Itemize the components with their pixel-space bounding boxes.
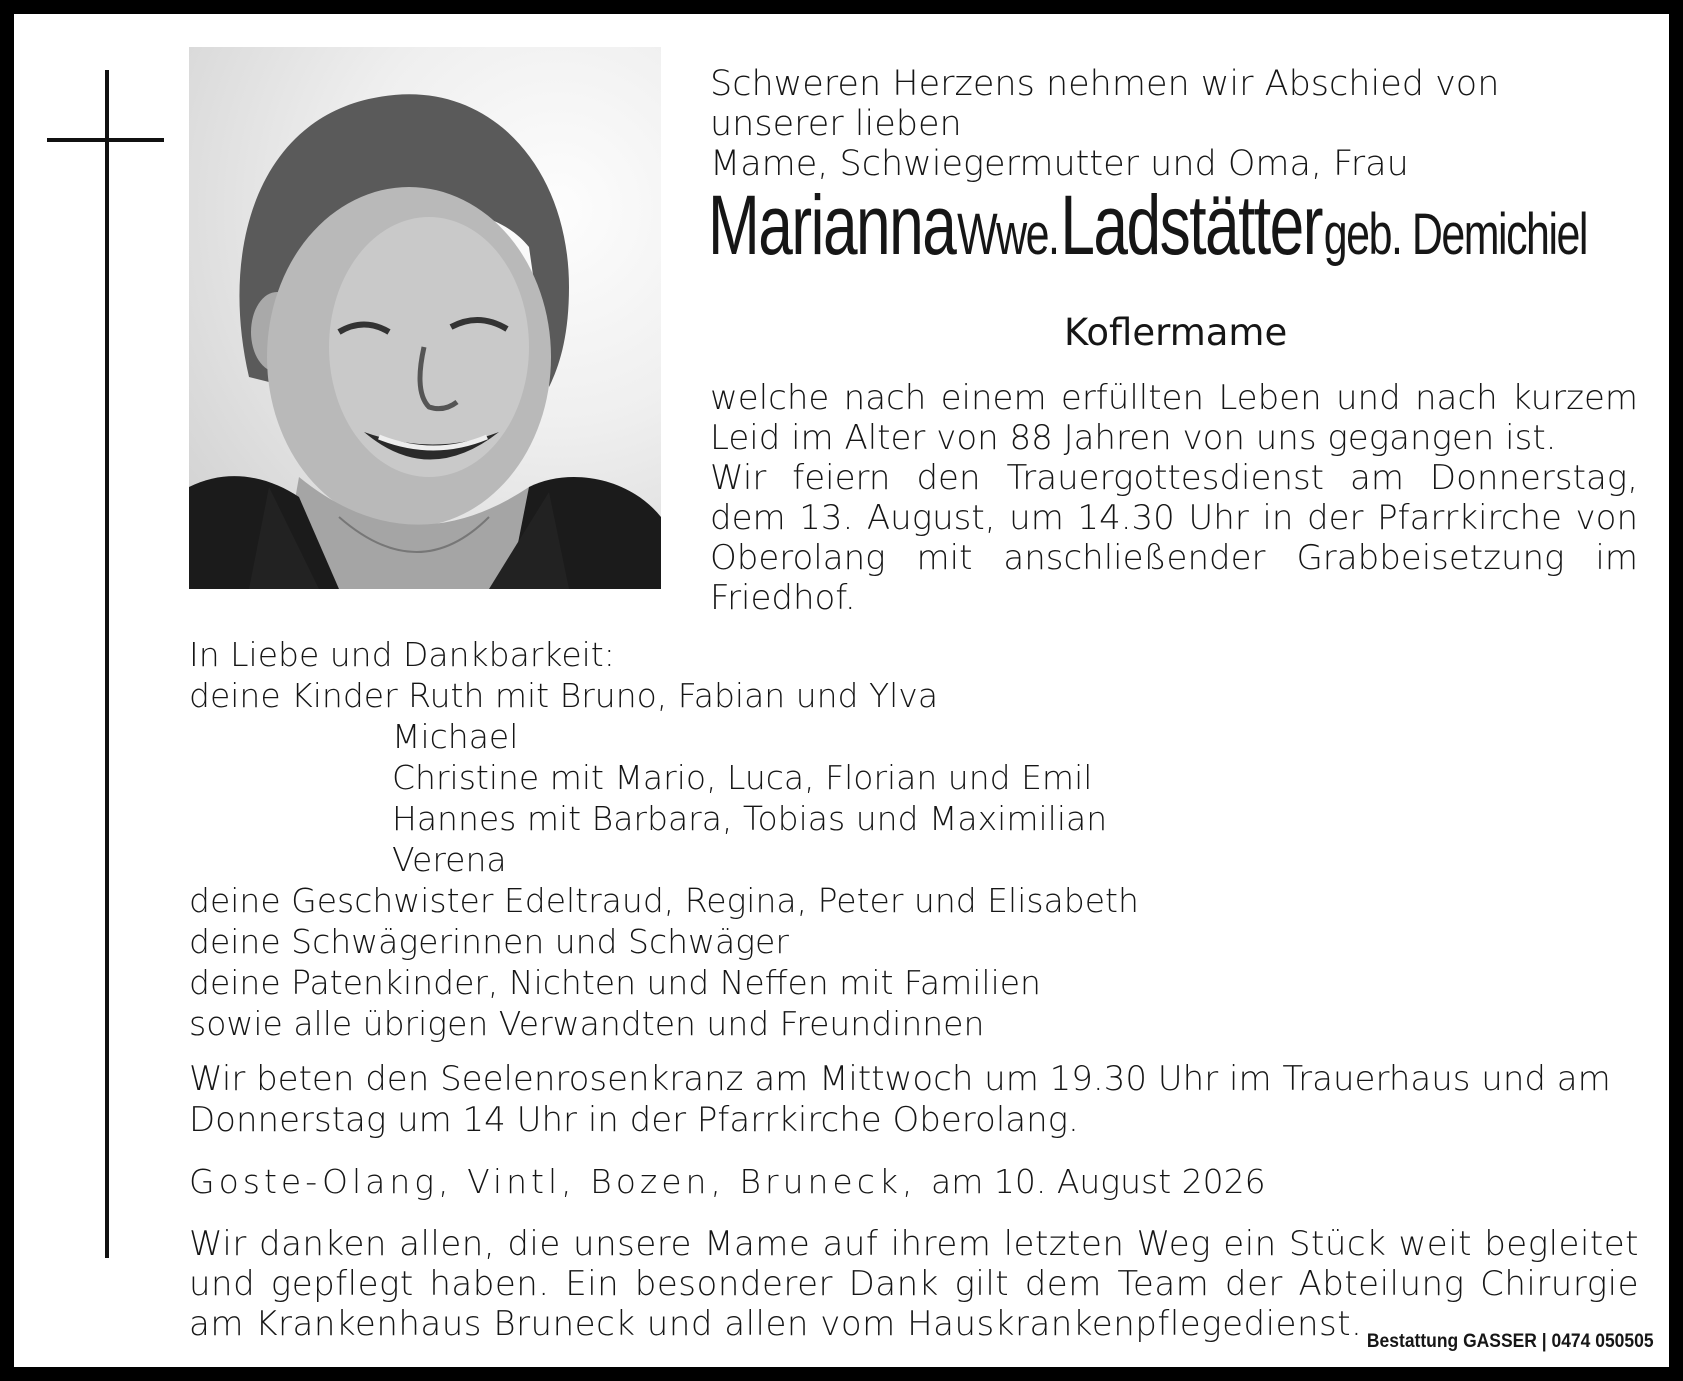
rosary-notice: Wir beten den Seelenrosenkranz am Mittwoch um 19.30 Uhr im Trauerhaus und am Donnerstag um 14 Uhr in der Pfarrkirche Oberolang. xyxy=(189,1059,1611,1140)
mourners-heading: In Liebe und Dankbarkeit: xyxy=(189,635,615,674)
children-intro: deine Kinder Ruth mit Bruno, Fabian und Ylva xyxy=(189,676,939,715)
child-entry: Michael xyxy=(392,717,519,756)
maiden-name: geb. Demichiel xyxy=(1323,202,1587,267)
child-entry: Christine mit Mario, Luca, Florian und Emil xyxy=(392,758,1093,797)
cross-symbol xyxy=(105,70,109,1258)
announcement-paragraph-2: Wir feiern den Trauergottesdienst am Donnerstag, dem 13. August, um 14.30 Uhr in der Pfarrkirche von Oberolang mit anschließender Grabbeisetzung im Friedhof. xyxy=(710,458,1638,618)
intro-line-2: Mame, Schwiegermutter und Oma, Frau xyxy=(710,144,1409,184)
relatives-entry: deine Patenkinder, Nichten und Neffen mit Familien xyxy=(189,963,1041,1002)
first-name: Marianna xyxy=(708,178,956,272)
announcement-text xyxy=(710,378,1638,618)
funeral-home-footer: Bestattung GASSER | 0474 050505 xyxy=(1367,1331,1654,1352)
widow-abbrev: Wwe. xyxy=(957,202,1059,267)
portrait-photo xyxy=(189,47,661,589)
nickname: Koflermame xyxy=(1064,311,1288,354)
child-entry: Hannes mit Barbara, Tobias und Maximilian xyxy=(392,799,1108,838)
intro-line-1: Schweren Herzens nehmen wir Abschied von unserer lieben xyxy=(710,64,1500,144)
announcement-paragraph-1: welche nach einem erfüllten Leben und nach kurzem Leid im Alter von 88 Jahren von uns gegangen ist. xyxy=(710,378,1638,458)
cross-symbol-bar xyxy=(47,138,164,142)
relatives-entry: sowie alle übrigen Verwandten und Freundinnen xyxy=(189,1004,985,1043)
mourners-list xyxy=(189,634,1139,1044)
intro-text xyxy=(710,64,1640,184)
deceased-name xyxy=(708,178,1587,295)
towns: Goste-Olang, Vintl, Bozen, Bruneck, xyxy=(189,1162,917,1201)
child-entry: Verena xyxy=(392,840,507,879)
relatives-entry: deine Schwägerinnen und Schwäger xyxy=(189,922,789,961)
surname: Ladstätter xyxy=(1060,178,1322,272)
obituary-card xyxy=(14,14,1669,1367)
relatives-entry: deine Geschwister Edeltraud, Regina, Peter und Elisabeth xyxy=(189,881,1139,920)
thanks-text: Wir danken allen, die unsere Mame auf ihrem letzten Weg ein Stück weit begleitet und gepflegt haben. Ein besonderer Dank gilt dem Team der Abteilung Chirurgie am Krankenhaus Bruneck und allen vom Hauskrankenpflegedienst. xyxy=(189,1224,1639,1344)
date: am 10. August 2026 xyxy=(930,1162,1266,1201)
place-and-date xyxy=(189,1162,1266,1201)
